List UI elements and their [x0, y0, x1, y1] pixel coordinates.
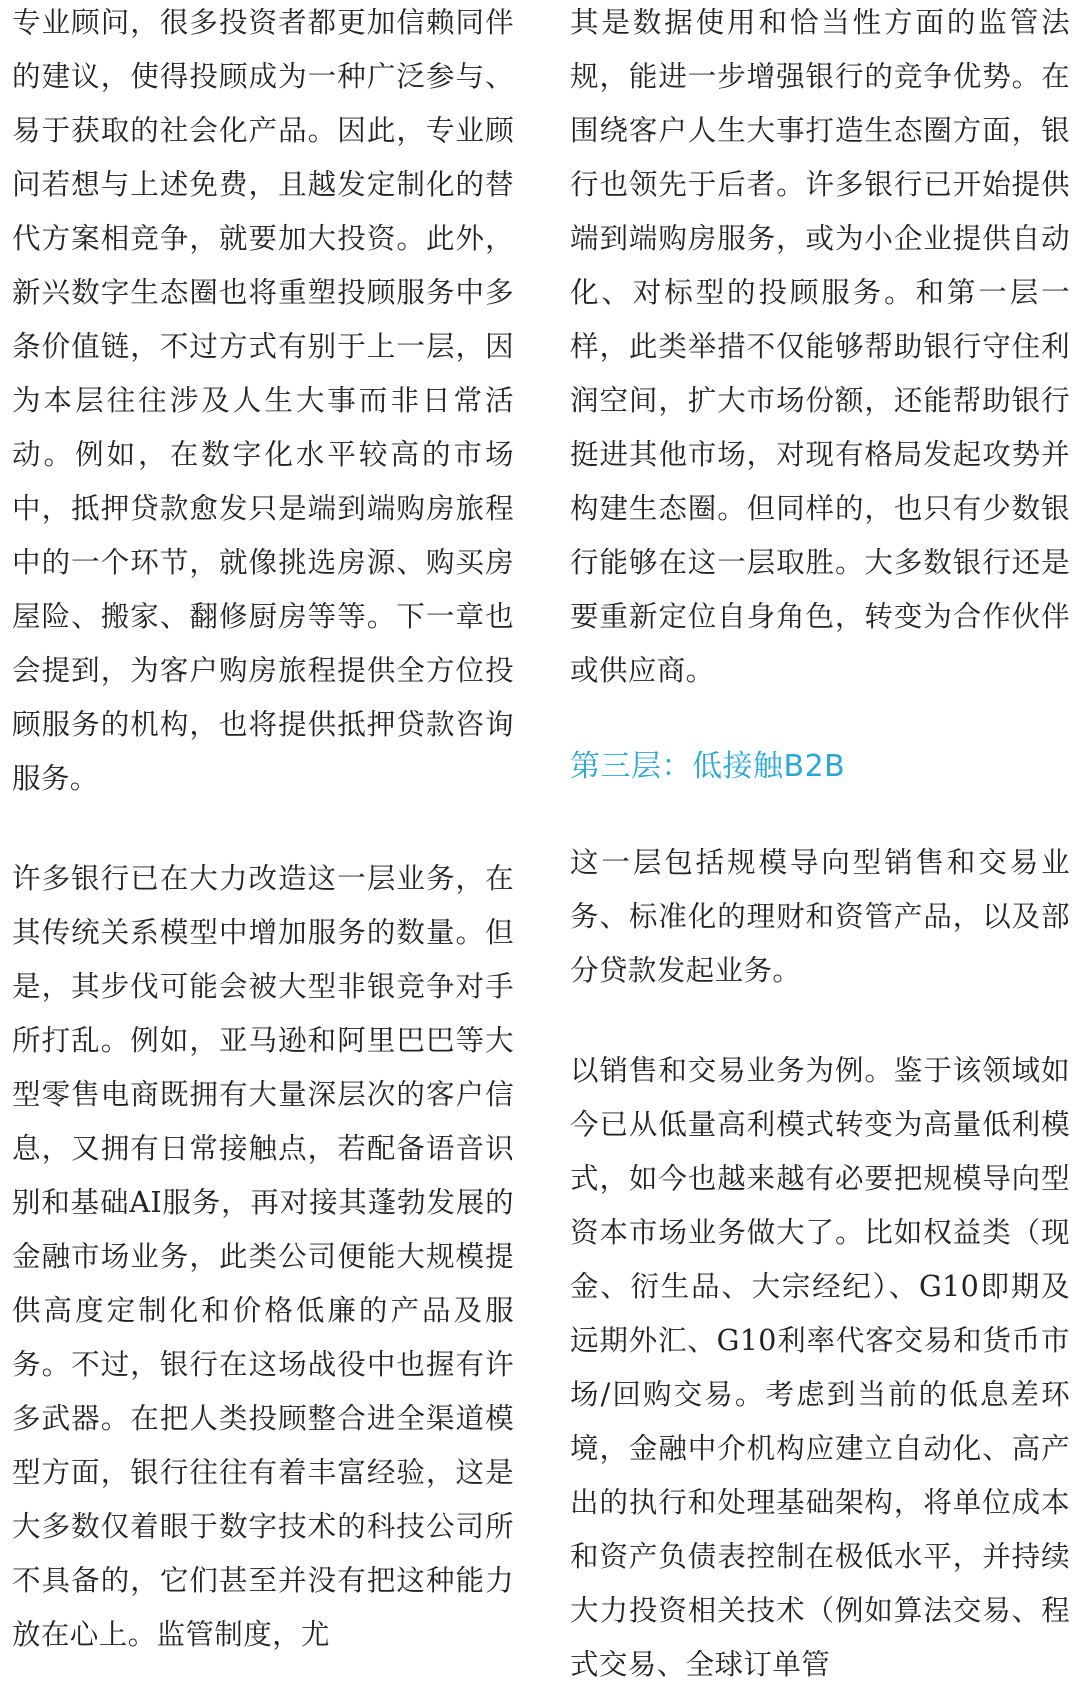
- right-paragraph-example: 以销售和交易业务为例。鉴于该领域如今已从低量高利模式转变为高量低利模式，如今也越来越有必要把规模导向型资本市场业务做大了。比如权益类（现金、衍生品、大宗经纪）、G10即期及远期外汇、G10利率代客交易和货币市场/回购交易。考虑到当前的低息差环境，金融中介机构应建立自动化、高产出的执行和处理基础架构，将单位成本和资产负债表控制在极低水平，并持续大力投资相关技术（例如算法交易、程式交易、全球订单管: [570, 1054, 1070, 1681]
- paragraph-spacer: [570, 794, 1070, 836]
- left-column: [0, 0, 520, 1651]
- left-paragraph-2: 许多银行已在大力改造这一层业务，在其传统关系模型中增加服务的数量。但是，其步伐可能会被大型非银竞争对手所打乱。例如，亚马逊和阿里巴巴等大型零售电商既拥有大量深层次的客户信息，又拥有日常接触点，若配备语音识别和基础AI服务，再对接其蓬勃发展的金融市场业务，此类公司便能大规模提供高度定制化和价格低廉的产品及服务。不过，银行在这场战役中也握有许多武器。在把人类投顾整合进全渠道模型方面，银行往往有着丰富经验，这是大多数仅着眼于数字技术的科技公司所不具备的，它们甚至并没有把这种能力放在心上。监管制度，尤: [12, 862, 514, 1651]
- section-heading: 第三层：低接触B2B: [570, 749, 846, 784]
- right-paragraph-section: 这一层包括规模导向型销售和交易业务、标准化的理财和资管产品，以及部分贷款发起业务。: [570, 846, 1070, 987]
- paragraph-spacer: [570, 998, 1070, 1044]
- paragraph-spacer: [570, 698, 1070, 740]
- right-paragraph-intro: 其是数据使用和恰当性方面的监管法规，能进一步增强银行的竞争优势。在围绕客户人生大事打造生态圈方面，银行也领先于后者。许多银行已开始提供端到端购房服务，或为小企业提供自动化、对标型的投顾服务。和第一层一样，此类举措不仅能够帮助银行守住利润空间，扩大市场份额，还能帮助银行挺进其他市场，对现有格局发起攻势并构建生态圈。但同样的，也只有少数银行能够在这一层取胜。大多数银行还是要重新定位自身角色，转变为合作伙伴或供应商。: [570, 6, 1070, 687]
- paragraph-spacer: [12, 806, 514, 852]
- left-paragraph-1: 专业顾问，很多投资者都更加信赖同伴的建议，使得投顾成为一种广泛参与、易于获取的社会化产品。因此，专业顾问若想与上述免费，且越发定制化的替代方案相竞争，就要加大投资。此外，新兴数字生态圈也将重塑投顾服务中多条价值链，不过方式有别于上一层，因为本层往往涉及人生大事而非日常活动。例如，在数字化水平较高的市场中，抵押贷款愈发只是端到端购房旅程中的一个环节，就像挑选房源、购买房屋险、搬家、翻修厨房等等。下一章也会提到，为客户购房旅程提供全方位投顾服务的机构，也将提供抵押贷款咨询服务。: [12, 6, 514, 795]
- right-column: [562, 0, 1080, 1681]
